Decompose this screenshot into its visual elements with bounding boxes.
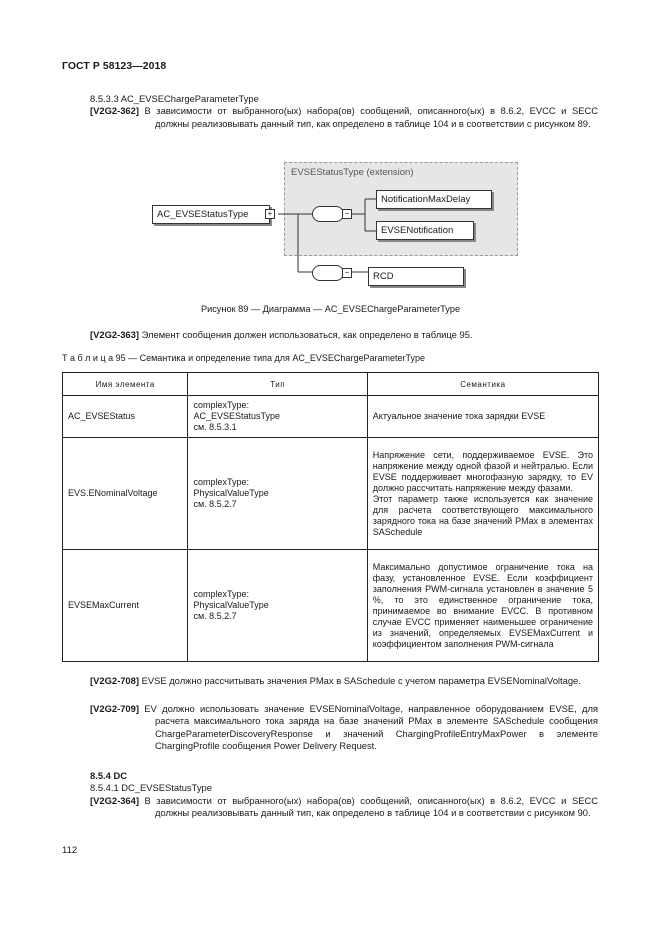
cell-name: EVSEMaxCurrent bbox=[63, 550, 188, 662]
section-title: 8.5.3.3 AC_EVSEChargeParameterType bbox=[90, 93, 259, 104]
type-line: AC_EVSEStatusType bbox=[193, 411, 280, 421]
type-line: complexType: bbox=[193, 400, 249, 410]
type-line: PhysicalValueType bbox=[193, 488, 269, 498]
sequence-icon bbox=[312, 206, 344, 222]
req-id: [V2G2-708] bbox=[90, 675, 139, 686]
root-node bbox=[152, 205, 270, 224]
req-text: В зависимости от выбранного(ых) набора(ов) сообщений, описанного(ых) в 8.6.2, EVCC и SECC должны реализовывать данный тип, как определено в таблице 104 и в соответствии с рисунком 89. bbox=[144, 105, 598, 129]
section-854 bbox=[90, 770, 598, 820]
type-line: complexType: bbox=[193, 477, 249, 487]
type-line: PhysicalValueType bbox=[193, 600, 269, 610]
header-cell: Имя элемента bbox=[63, 373, 188, 396]
table-row bbox=[63, 396, 599, 438]
requirement-363 bbox=[90, 329, 598, 341]
type-line: см. 8.5.3.1 bbox=[193, 422, 237, 432]
semantics-para: Этот параметр также используется как значение для расчета соответствующего максимального зарядного тока на базе значений PMax в элементах SASchedule bbox=[372, 493, 593, 537]
node-label: EVSENotification bbox=[381, 225, 454, 236]
table-row bbox=[63, 438, 599, 550]
collapse-icon[interactable]: − bbox=[342, 268, 352, 278]
table-caption: Т а б л и ц а 95 — Семантика и определение типа для AC_EVSEChargeParameterType bbox=[62, 353, 425, 363]
node-rcd bbox=[368, 267, 464, 286]
req-id: [V2G2-364] bbox=[90, 794, 139, 806]
section-8533 bbox=[90, 93, 598, 130]
cell-type bbox=[188, 396, 367, 438]
requirement-708 bbox=[90, 675, 598, 687]
extension-title: EVSEStatusType (extension) bbox=[291, 167, 414, 178]
cell-semantics: Актуальное значение тока зарядки EVSE bbox=[367, 396, 598, 438]
root-node-label: AC_EVSEStatusType bbox=[157, 209, 249, 220]
req-id: [V2G2-363] bbox=[90, 329, 139, 340]
req-text: Элемент сообщения должен использоваться, как определено в таблице 95. bbox=[141, 329, 473, 340]
cell-type bbox=[188, 438, 367, 550]
req-text: EVSE должно рассчитывать значения PMax в SASchedule с учетом параметра EVSENominalVoltage. bbox=[141, 675, 581, 686]
section-title: 8.5.4 DC bbox=[90, 770, 127, 781]
node-label: NotificationMaxDelay bbox=[381, 194, 471, 205]
requirement-709 bbox=[90, 703, 598, 753]
page-number: 112 bbox=[62, 845, 78, 856]
cell-name: EVS.ENominalVoltage bbox=[63, 438, 188, 550]
collapse-icon[interactable]: − bbox=[342, 209, 352, 219]
table-header-row bbox=[63, 373, 599, 396]
req-id: [V2G2-362] bbox=[90, 105, 139, 117]
semantics-para: Напряжение сети, поддерживаемое EVSE. Это напряжение между одной фазой и нейтралью. Если EVSE поддерживает многофазную зарядку, то EV должно рассчитать напряжение между фазами. bbox=[372, 449, 593, 493]
type-line: см. 8.5.2.7 bbox=[193, 499, 237, 509]
figure-caption: Рисунок 89 — Диаграмма — AC_EVSEChargeParameterType bbox=[200, 304, 461, 314]
req-id: [V2G2-709] bbox=[90, 703, 139, 714]
expand-icon[interactable]: + bbox=[265, 209, 275, 219]
cell-semantics: Максимально допустимое ограничение тока на фазу, установленное EVSE. Если коэффициент заполнения PWM-сигнала установлен в значение 5 %, то это единственное ограничение тока, принимаемое во внимание EVCC. В противном случае EVCC применяет наименьшее ограничение из значений, определяемых EVSEMaxCurrent и коэффициентом заполнения PWM-сигнала bbox=[367, 550, 598, 662]
sequence-icon bbox=[312, 265, 344, 281]
semantics-table bbox=[62, 372, 599, 662]
subsection-title: 8.5.4.1 DC_EVSEStatusType bbox=[90, 782, 212, 794]
type-line: complexType: bbox=[193, 589, 249, 599]
node-notification-max-delay bbox=[376, 190, 492, 209]
cell-name: AC_EVSEStatus bbox=[63, 396, 188, 438]
requirement-362 bbox=[90, 105, 598, 130]
req-text: В зависимости от выбранного(ых) набора(ов) сообщений, описанного(ых) в 8.6.2, EVCC и SECC должны реализовывать данный тип, как определено в таблице 104 и в соответствии с рисунком 90. bbox=[144, 794, 598, 819]
cell-type bbox=[188, 550, 367, 662]
header-cell: Семантика bbox=[367, 373, 598, 396]
cell-semantics bbox=[367, 438, 598, 550]
schema-diagram bbox=[140, 160, 520, 300]
table-row bbox=[63, 550, 599, 662]
req-text: EV должно использовать значение EVSENominalVoltage, направленное оборудованием EVSE, для расчета максимального тока заряда на базе значений PMax в элементе SASchedule сообщения ChargeParameterDiscoveryResponse и значений ChargingProfileEntryMaxPower в элементе ChargingProfile сообщения Power Delivery Request. bbox=[144, 703, 599, 752]
node-label: RCD bbox=[373, 271, 394, 282]
type-line: см. 8.5.2.7 bbox=[193, 611, 237, 621]
header-cell: Тип bbox=[188, 373, 367, 396]
node-evse-notification bbox=[376, 221, 474, 240]
document-header: ГОСТ Р 58123—2018 bbox=[62, 61, 167, 72]
